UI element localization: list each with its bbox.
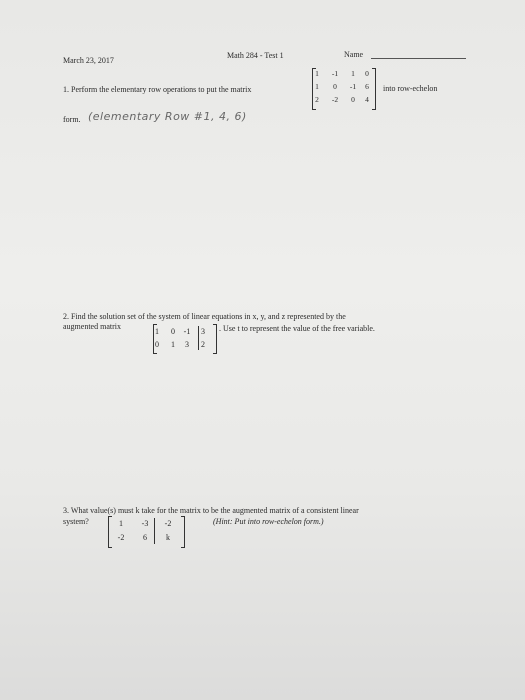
q1-matrix-cell-r1-c3: 1 xyxy=(351,69,355,78)
q1-matrix-cell-r3-c4: 4 xyxy=(365,95,369,104)
q2-text-line1: 2. Find the solution set of the system of linear equations in x, y, and z represented by the xyxy=(63,312,346,321)
q3-right-bracket xyxy=(181,516,185,548)
name-label: Name xyxy=(344,50,364,59)
q2-matrix-cell-r2-c2: 1 xyxy=(171,340,175,349)
q1-matrix-cell-r2-c1: 1 xyxy=(315,82,319,91)
q3-left-bracket xyxy=(108,516,112,548)
q1-matrix-cell-r2-c3: -1 xyxy=(349,82,357,91)
q2-matrix-cell-r1-c2: 0 xyxy=(171,327,175,336)
q2-matrix-cell-r2-c1: 0 xyxy=(155,340,159,349)
q3-matrix-cell-r1-c1: 1 xyxy=(119,519,123,528)
q3-hint: (Hint: Put into row-echelon form.) xyxy=(213,517,324,526)
q1-matrix-cell-r1-c2: -1 xyxy=(331,69,339,78)
q2-text-line2: . Use t to represent the value of the free variable. xyxy=(219,324,375,333)
q1-matrix-cell-r3-c2: -2 xyxy=(331,95,339,104)
q1-matrix-cell-r1-c4: 0 xyxy=(365,69,369,78)
q3-augment-bar xyxy=(154,518,155,544)
q1-matrix-cell-r2-c2: 0 xyxy=(333,82,337,91)
q3-matrix-cell-r2-c3: k xyxy=(166,533,170,542)
q2-augmented-label: augmented matrix xyxy=(63,322,121,331)
q2-matrix-cell-r1-c1: 1 xyxy=(155,327,159,336)
q2-right-bracket xyxy=(213,324,217,354)
q3-matrix-cell-r1-c2: -3 xyxy=(141,519,149,528)
q1-matrix-cell-r3-c1: 2 xyxy=(315,95,319,104)
q3-matrix-cell-r1-c3: -2 xyxy=(164,519,172,528)
date-text: March 23, 2017 xyxy=(63,56,114,65)
course-title: Math 284 - Test 1 xyxy=(227,51,284,60)
q1-matrix-cell-r3-c3: 0 xyxy=(351,95,355,104)
q1-text-after-matrix: into row-echelon xyxy=(383,84,438,93)
q1-matrix-cell-r1-c1: 1 xyxy=(315,69,319,78)
q1-matrix-cell-r2-c4: 6 xyxy=(365,82,369,91)
q1-handwritten-note: (elementary Row #1, 4, 6) xyxy=(88,110,247,123)
q2-matrix-cell-r1-c3: -1 xyxy=(183,327,191,336)
q1-text-line2: form. xyxy=(63,115,81,124)
q3-text-line1: 3. What value(s) must k take for the matrix to be the augmented matrix of a consistent linear xyxy=(63,506,359,515)
q2-matrix-cell-r2-c3: 3 xyxy=(185,340,189,349)
name-blank-line xyxy=(371,58,466,59)
q2-matrix-cell-r2-c4: 2 xyxy=(201,340,205,349)
q1-text-line1: 1. Perform the elementary row operations to put the matrix xyxy=(63,85,252,94)
q3-matrix-cell-r2-c1: -2 xyxy=(117,533,125,542)
q3-system-label: system? xyxy=(63,517,89,526)
q2-matrix-cell-r1-c4: 3 xyxy=(201,327,205,336)
q3-matrix-cell-r2-c2: 6 xyxy=(143,533,147,542)
